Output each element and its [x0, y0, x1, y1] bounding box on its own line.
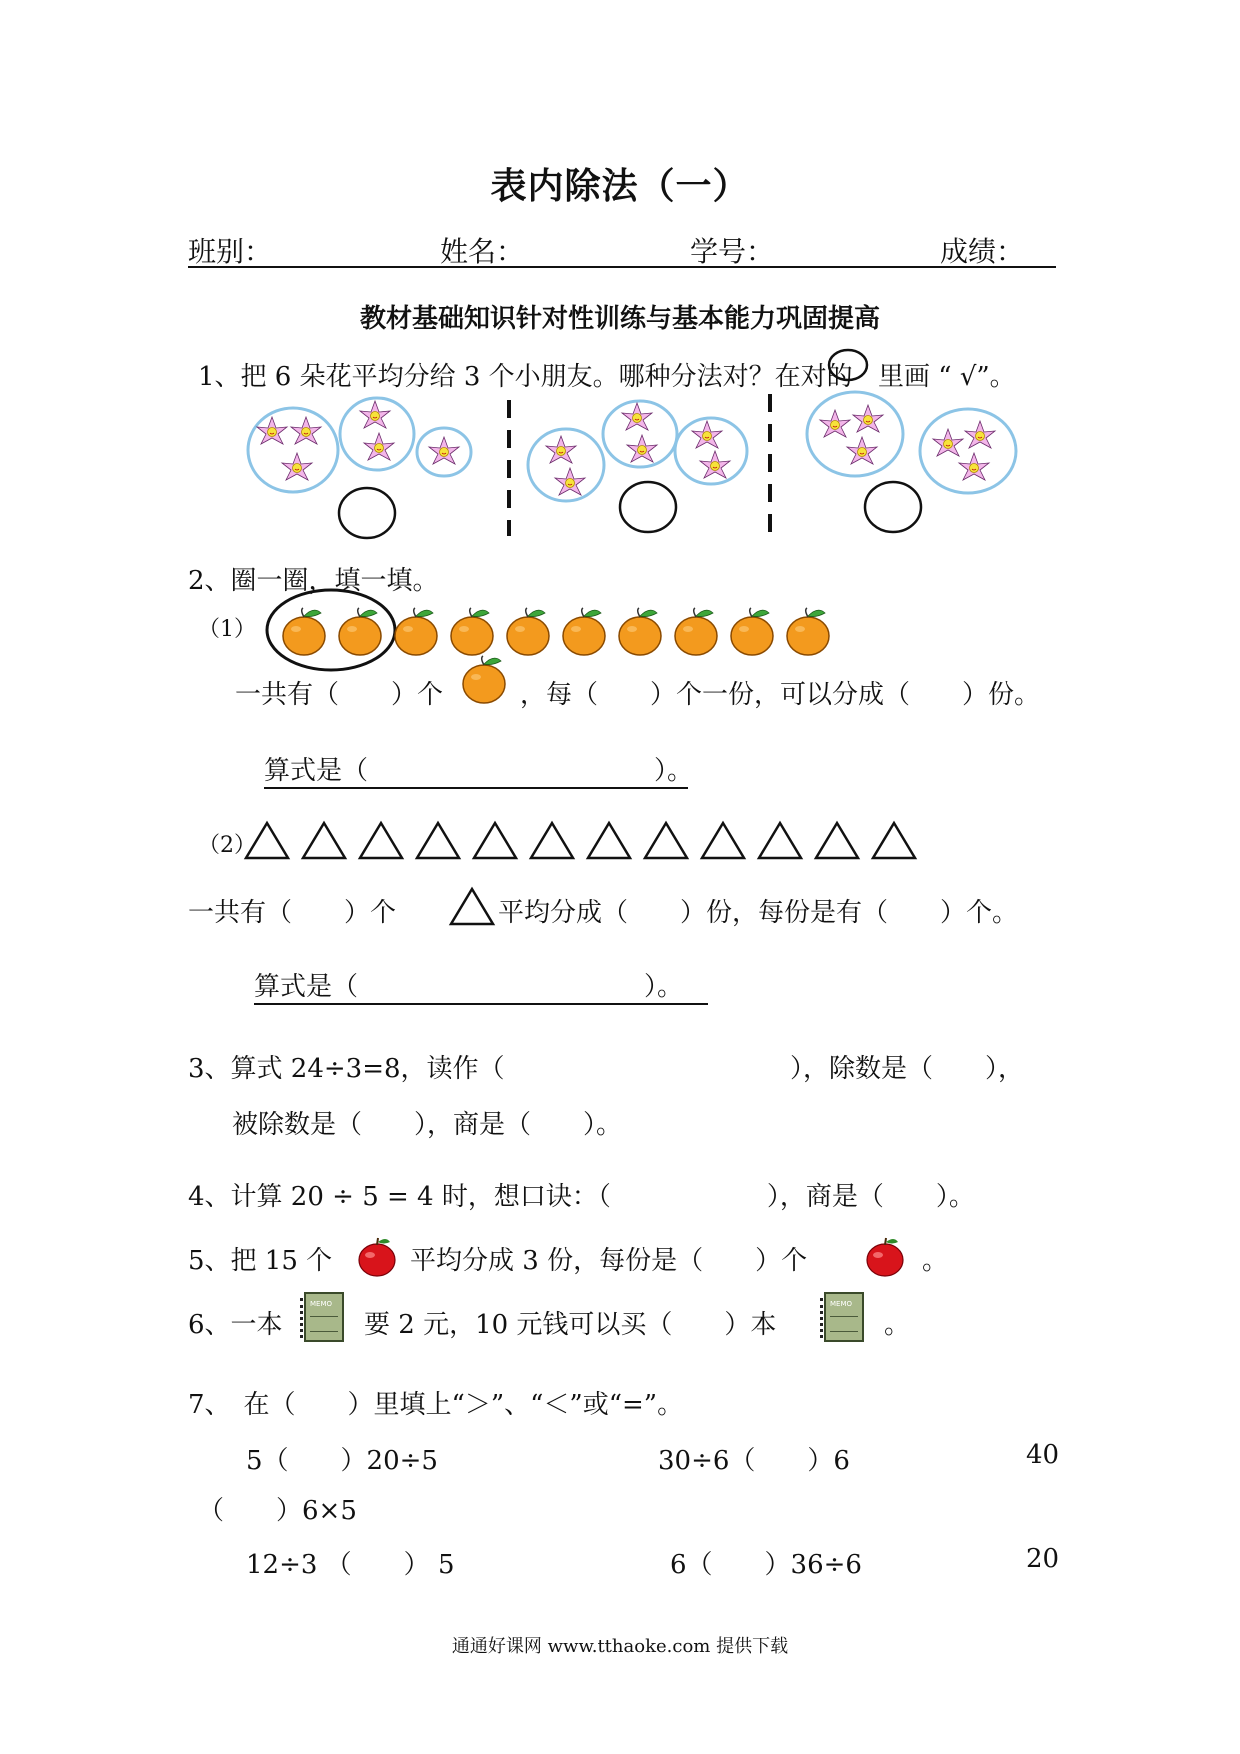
- q5-text-pre: 5、把 15 个: [188, 1246, 333, 1276]
- q2-part2-label: （2）: [198, 833, 256, 858]
- memo-notebook-icon: [304, 1292, 344, 1342]
- q2-part2-line-b: 平均分成（ ）份，每份是有（ ）个。: [498, 898, 1019, 928]
- q2-part1-label: （1）: [198, 617, 256, 642]
- q2-part1-line-b: ，每（ ）个一份，可以分成（ ）份。: [520, 680, 1041, 710]
- q7-row3-a: 12÷3 （ ） 5: [246, 1550, 455, 1580]
- q7-row3-c: 20: [1026, 1544, 1060, 1574]
- q7-row2: （ ）6×5: [198, 1496, 357, 1526]
- q3-line1-b: ），除数是（ ），: [790, 1054, 1025, 1084]
- q2-part2-formula: 算式是（ ）。: [254, 966, 708, 1005]
- page-title: 表内除法（一）: [490, 166, 750, 207]
- q1-text-pre: 1、把 6 朵花平均分给 3 个小朋友。哪种分法对？在对的: [198, 362, 853, 392]
- q7-heading: 7、 在（ ）里填上“＞”、“＜”或“=”。: [188, 1390, 684, 1420]
- class-label: 班别：: [188, 235, 273, 268]
- memo-notebook-icon: [824, 1292, 864, 1342]
- q4-text: 4、计算 20 ÷ 5 = 4 时，想口诀：（ ），商是（ ）。: [188, 1182, 975, 1212]
- section-subtitle: 教材基础知识针对性训练与基本能力巩固提高: [359, 304, 880, 334]
- memo-label: MEMO: [310, 1300, 333, 1308]
- q2-heading: 2、圈一圈，填一填。: [188, 566, 439, 596]
- q7-row1-c: 40: [1026, 1440, 1060, 1470]
- q6-text-mid: 要 2 元，10 元钱可以买（ ）本: [364, 1310, 777, 1340]
- q3-line2: 被除数是（ ），商是（ ）。: [232, 1110, 623, 1140]
- score-label: 成绩：: [940, 235, 1025, 268]
- apple-icon: [356, 1234, 398, 1278]
- number-label: 学号：: [690, 235, 775, 268]
- q5-text-mid: 平均分成 3 份，每份是（ ）个: [410, 1246, 808, 1276]
- triangle-icon: [451, 889, 493, 924]
- q2-part2-line-a: 一共有（ ）个: [188, 898, 397, 928]
- q1-text-post: 里画 “ √”。: [878, 362, 1016, 392]
- apple-icon: [864, 1234, 906, 1278]
- memo-label: MEMO: [830, 1300, 853, 1308]
- q7-row1-b: 30÷6（ ）6: [658, 1446, 850, 1476]
- q7-row3-b: 6（ ）36÷6: [670, 1550, 862, 1580]
- q7-row1-a: 5（ ）20÷5: [246, 1446, 438, 1476]
- q3-line1-a: 3、算式 24÷3=8，读作（: [188, 1054, 505, 1084]
- page-footer: 通通好课网 www.tthaoke.com 提供下载: [451, 1636, 789, 1657]
- q6-text-post: 。: [884, 1310, 911, 1340]
- name-label: 姓名：: [440, 235, 525, 268]
- q5-text-post: 。: [922, 1246, 949, 1276]
- q6-text-pre: 6、一本: [188, 1310, 283, 1340]
- q2-part1-line-a: 一共有（ ）个: [235, 680, 444, 710]
- q2-part1-formula: 算式是（ ）。: [264, 750, 688, 789]
